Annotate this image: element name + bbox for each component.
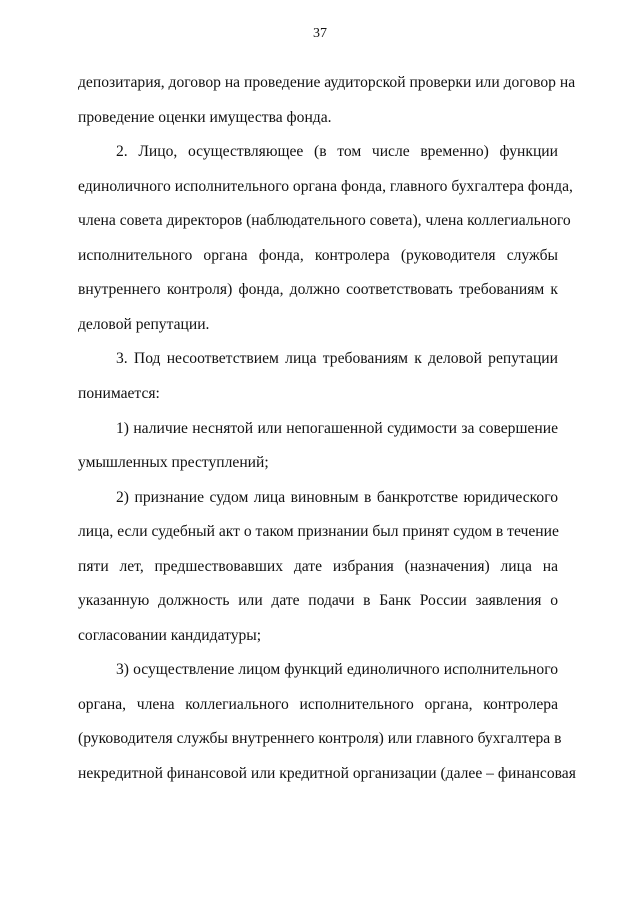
text-line: согласовании кандидатуры; [78,627,262,644]
page-number: 37 [313,26,327,41]
text-line: умышленных преступлений; [78,454,269,471]
text-line: деловой репутации. [78,316,210,333]
text-line: члена совета директоров (наблюдательного совета), члена коллегиального [78,212,571,229]
item-3-first-line: 3) осуществление лицом функций единоличного исполнительного [116,661,558,678]
text-line: единоличного исполнительного органа фонда, главного бухгалтера фонда, [78,178,573,195]
paragraph-2-first-line: 2. Лицо, осуществляющее (в том числе временно) функции [116,143,558,160]
text-line: указанную должность или дате подачи в Банк России заявления о [78,592,558,609]
item-1-first-line: 1) наличие неснятой или непогашенной судимости за совершение [116,420,558,437]
paragraph-3-first-line: 3. Под несоответствием лица требованиям к деловой репутации [116,350,558,367]
text-line: лица, если судебный акт о таком признании был принят судом в течение [78,523,559,540]
text-line: проведение оценки имущества фонда. [78,109,332,126]
text-line: понимается: [78,385,160,402]
text-line: исполнительного органа фонда, контролера (руководителя службы [78,247,558,264]
text-line: пяти лет, предшествовавших дате избрания (назначения) лица на [78,558,558,575]
text-line: (руководителя службы внутреннего контроля) или главного бухгалтера в [78,730,562,747]
item-2-first-line: 2) признание судом лица виновным в банкротстве юридического [116,489,558,506]
text-line: депозитария, договор на проведение аудиторской проверки или договор на [78,74,576,91]
text-line: некредитной финансовой или кредитной организации (далее – финансовая [78,765,576,782]
text-line: внутреннего контроля) фонда, должно соответствовать требованиям к [78,281,558,298]
text-line: органа, члена коллегиального исполнительного органа, контролера [78,696,558,713]
